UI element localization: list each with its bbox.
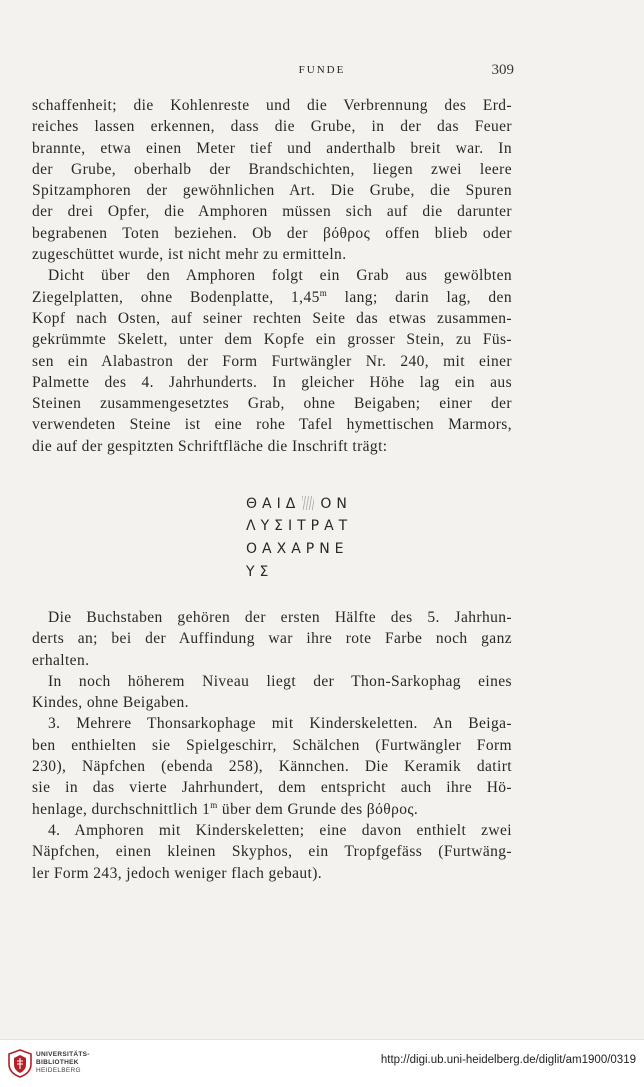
inscription-line-3: ΟΑΧΑΡΝΕ — [246, 541, 349, 557]
text-run: henlage, durchschnittlich 1 — [32, 800, 211, 818]
text-line: erhalten. — [32, 651, 90, 669]
inscription-text: ΟΝ — [320, 496, 352, 512]
text-run: Ziegelplatten, ohne Bodenplatte, 1,45 — [32, 288, 320, 306]
text-line: gekrümmte Skelett, unter dem Kopfe ein grosser Stein, zu Füs- — [32, 331, 512, 349]
library-brand[interactable] — [36, 1051, 90, 1075]
text-line: In noch höherem Niveau liegt der Thon-Sarkophag eines — [48, 672, 512, 690]
body-text-upper — [32, 95, 512, 457]
brand-line: BIBLIOTHEK — [36, 1059, 79, 1066]
text-line: 3. Mehrere Thonsarkophage mit Kinderskeletten. An Beiga- — [48, 715, 512, 733]
text-line: reiches lassen erkennen, dass die Grube, in der das Feuer — [32, 118, 512, 136]
brand-line: HEIDELBERG — [36, 1067, 81, 1074]
inscription-line-4: ΥΣ — [246, 564, 274, 580]
body-text-lower — [32, 607, 512, 884]
text-line: der Grube, oberhalb der Brandschichten, liegen zwei leere — [32, 160, 512, 178]
text-line: sie in das vierte Jahrhundert, dem entspricht auch ihre Hö- — [32, 779, 512, 797]
text-line: brannte, etwa einen Meter tief und anderthalb breit war. In — [32, 139, 512, 157]
inscription-line-2: ΛΥΣΙΤΡΑΤ — [246, 518, 353, 534]
text-run: über dem Grunde des βόθρος. — [217, 800, 419, 818]
text-line: begrabenen Toten beziehen. Ob der βόθρος offen blieb oder — [32, 224, 512, 242]
permalink-url[interactable]: http://digi.ub.uni-heidelberg.de/diglit/am1900/0319 — [380, 1054, 636, 1066]
text-line: Kindes, ohne Beigaben. — [32, 694, 189, 712]
text-run: lang; darin lag, den — [327, 288, 512, 306]
text-line: 4. Amphoren mit Kinderskeletten; eine davon enthielt zwei — [48, 821, 512, 839]
unit-superscript: m — [319, 287, 328, 298]
inscription-line-1 — [246, 493, 352, 515]
text-line: schaffenheit; die Kohlenreste und die Verbrennung des Erd- — [32, 97, 512, 114]
text-line: Kopf nach Osten, auf seiner rechten Seite das etwas zusammen- — [32, 309, 512, 327]
text-line: derts an; bei der Auffindung war ihre rote Farbe noch ganz — [32, 630, 512, 648]
text-line: Näpfchen, einen kleinen Skyphos, ein Tropfgefäss (Furtwäng- — [32, 843, 512, 861]
unit-superscript: m — [210, 799, 218, 810]
text-line: Spitzamphoren der gewöhnlichen Art. Die Grube, die Spuren — [32, 182, 512, 200]
text-line: verwendeten Steine ist eine rohe Tafel hymettischen Marmors, — [32, 416, 512, 434]
text-line: Dicht über den Amphoren folgt ein Grab aus gewölbten — [48, 267, 512, 285]
text-line: die auf der gespitzten Schriftfläche die Inschrift trägt: — [32, 437, 388, 455]
text-line: Die Buchstaben gehören der ersten Hälfte des 5. Jahrhun- — [48, 609, 512, 626]
running-title: FUNDE — [298, 64, 346, 76]
text-line: der drei Opfer, die Amphoren müssen sich auf die darunter — [32, 203, 512, 221]
brand-line: UNIVERSITÄTS- — [36, 1051, 90, 1058]
university-seal-icon[interactable] — [7, 1048, 33, 1078]
text-line: ben enthielten sie Spielgeschirr, Schälchen (Furtwängler Form — [32, 736, 512, 754]
text-line: ler Form 243, jedoch weniger flach gebaut). — [32, 864, 323, 882]
text-line — [32, 799, 512, 820]
text-line: Palmette des 4. Jahrhunderts. In gleicher Höhe lag ein aus — [32, 373, 512, 391]
text-line: zugeschüttet wurde, ist nicht mehr zu ermitteln. — [32, 246, 347, 264]
viewer-footer — [0, 1039, 644, 1087]
page-number: 309 — [491, 62, 514, 78]
running-head — [0, 64, 644, 84]
text-line: Steinen zusammengesetztes Grab, ohne Beigaben; einer der — [32, 395, 512, 413]
text-line: sen ein Alabastron der Form Furtwängler Nr. 240, mit einer — [32, 352, 512, 370]
inscription-text: ΘΑΙΔ — [246, 496, 301, 512]
text-line: 230), Näpfchen (ebenda 258), Kännchen. Die Keramik datirt — [32, 758, 512, 776]
text-line — [32, 287, 512, 308]
damaged-area-icon — [302, 496, 314, 510]
